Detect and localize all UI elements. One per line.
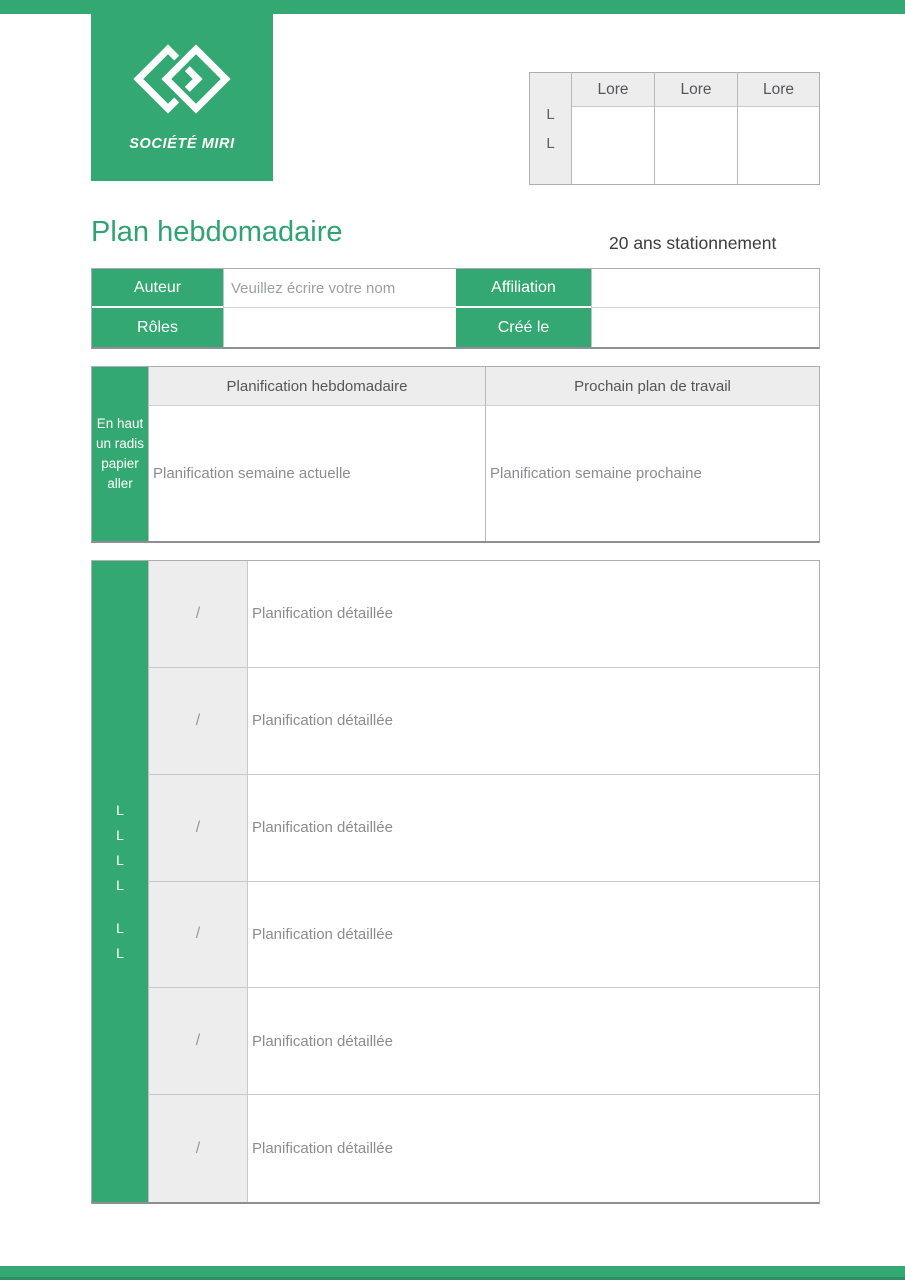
brand-name: SOCIÉTÉ MIRI — [129, 136, 235, 152]
next-plan-header-cell: Prochain plan de travail — [485, 367, 819, 406]
affiliation-value-cell — [591, 269, 819, 308]
bottom-accent-bar — [0, 1266, 905, 1280]
detail-plan-cell[interactable]: Planification détaillée — [247, 775, 819, 882]
summary-side-line: aller — [107, 476, 133, 491]
author-input[interactable] — [224, 269, 456, 307]
detail-plan-cell[interactable]: Planification détaillée — [247, 882, 819, 989]
current-week-plan-cell[interactable]: Planification semaine actuelle — [148, 406, 485, 541]
weekly-summary-table — [91, 366, 820, 543]
info-form-table — [91, 268, 820, 349]
detail-plan-cell[interactable]: Planification détaillée — [247, 561, 819, 668]
author-value-cell — [223, 269, 456, 308]
affiliation-input[interactable] — [592, 269, 819, 307]
detailed-plan-table — [91, 560, 820, 1204]
detail-side-line: L — [116, 876, 124, 893]
date-cell[interactable]: / — [148, 1095, 247, 1202]
roles-input[interactable] — [224, 308, 456, 347]
mini-side-line: L — [546, 134, 555, 152]
interlocking-diamonds-icon — [132, 38, 232, 120]
next-week-plan-cell[interactable]: Planification semaine prochaine — [485, 406, 819, 541]
detail-side-line: L — [116, 826, 124, 843]
created-input[interactable] — [592, 308, 819, 347]
mini-table-data-cell[interactable] — [572, 107, 655, 184]
mini-table-side-label-cell — [530, 73, 572, 184]
date-cell[interactable]: / — [148, 775, 247, 882]
mini-table-column-header: Lore — [655, 73, 738, 107]
summary-side-line: En haut — [96, 416, 144, 431]
created-label-cell: Créé le — [456, 308, 591, 347]
roles-value-cell — [223, 308, 456, 347]
summary-side-label-cell — [92, 367, 148, 541]
date-cell[interactable]: / — [148, 988, 247, 1095]
detail-plan-cell[interactable]: Planification détaillée — [247, 668, 819, 775]
detail-side-label-cell — [92, 561, 148, 1202]
date-cell[interactable]: / — [148, 561, 247, 668]
summary-side-line: papier — [101, 456, 139, 471]
mini-side-line: L — [546, 105, 555, 123]
mini-table-column-header: Lore — [738, 73, 819, 107]
affiliation-label-cell: Affiliation — [456, 269, 591, 308]
created-value-cell — [591, 308, 819, 347]
detail-plan-cell[interactable]: Planification détaillée — [247, 1095, 819, 1202]
detail-side-line: L — [116, 919, 124, 936]
mini-table-column-header: Lore — [572, 73, 655, 107]
detail-side-line: L — [116, 944, 124, 961]
summary-side-line: un radis — [95, 436, 145, 451]
detail-side-line: L — [116, 801, 124, 818]
logo-block — [91, 0, 273, 181]
attendance-mini-table — [529, 72, 820, 185]
mini-table-data-cell[interactable] — [738, 107, 819, 184]
page-subtitle: 20 ans stationnement — [609, 233, 777, 253]
detail-plan-cell[interactable]: Planification détaillée — [247, 988, 819, 1095]
date-cell[interactable]: / — [148, 882, 247, 989]
page-title: Plan hebdomadaire — [91, 216, 343, 248]
mini-table-data-cell[interactable] — [655, 107, 738, 184]
author-label-cell: Auteur — [92, 269, 223, 308]
detail-side-line: L — [116, 851, 124, 868]
weekly-plan-header-cell: Planification hebdomadaire — [148, 367, 485, 406]
date-cell[interactable]: / — [148, 668, 247, 775]
roles-label-cell: Rôles — [92, 308, 223, 347]
